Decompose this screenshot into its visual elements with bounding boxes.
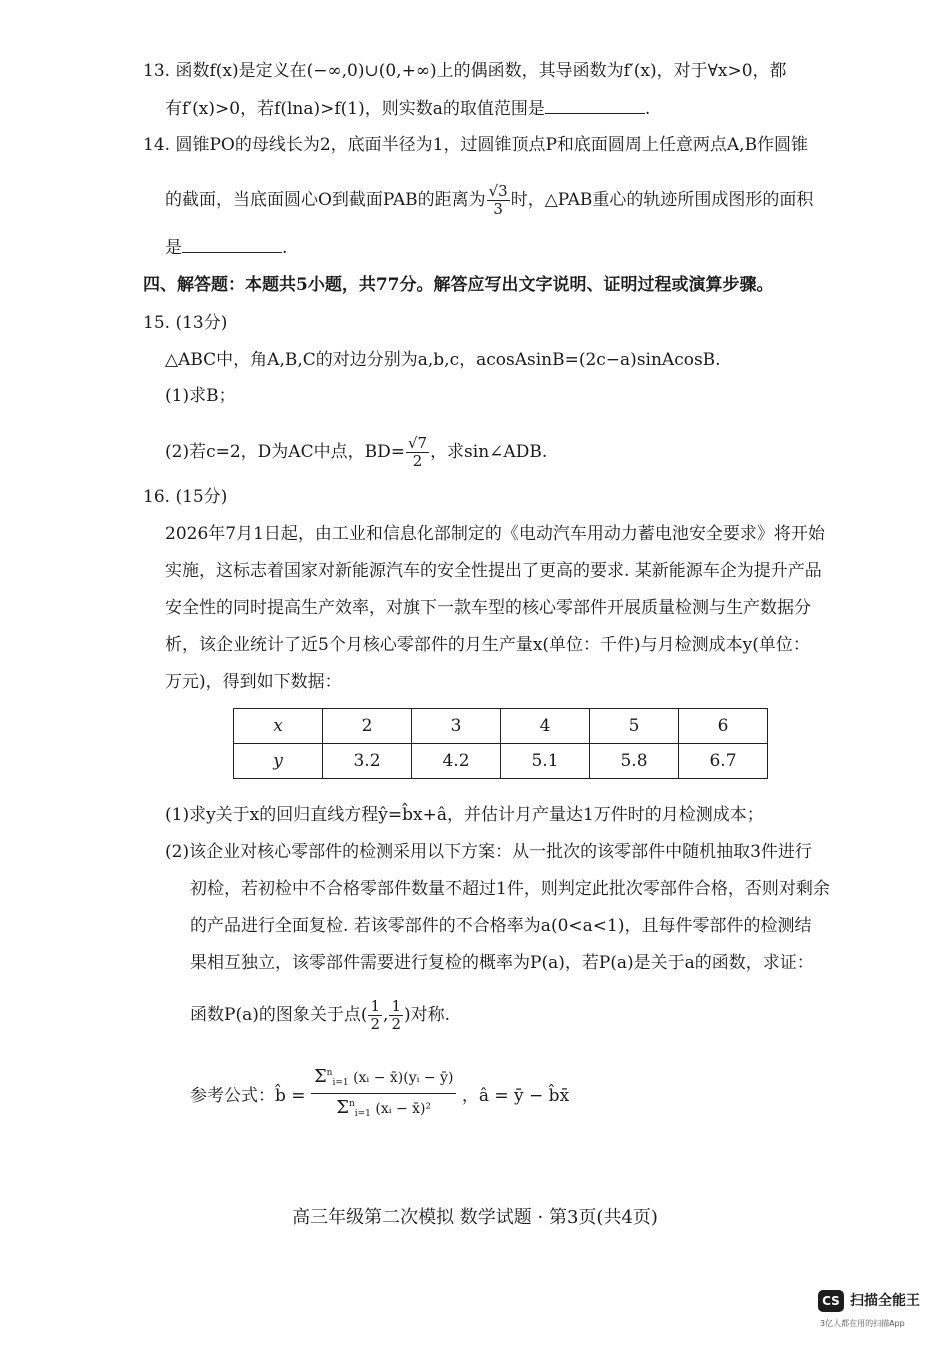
table-row (234, 709, 768, 744)
q15-fraction (406, 435, 429, 470)
q14-line2 (165, 183, 813, 218)
q16-part1: (1)求y关于x的回归直线方程ŷ=b̂x+â，并估计月产量达1万件时的月检测成本； (165, 805, 764, 825)
q16-frac2-num: 1 (391, 997, 401, 1015)
section-4-heading: 四、解答题：本题共5小题，共77分。解答应写出文字说明、证明过程或演算步骤。 (143, 275, 774, 295)
page-footer: 高三年级第二次模拟 数学试题 · 第3页(共4页) (292, 1207, 658, 1228)
q16-paragraph-line2: 实施，这标志着国家对新能源汽车的安全性提出了更高的要求. 某新能源车企为提升产品 (165, 561, 822, 581)
reference-formula (190, 1063, 569, 1124)
table-cell: 3.2 (323, 744, 412, 779)
q15-part1: (1)求B； (165, 386, 236, 406)
q16-paragraph-line5: 万元)，得到如下数据： (165, 672, 342, 692)
table-cell: 3 (412, 709, 501, 744)
table-cell: 6 (679, 709, 768, 744)
q14-line1: 14. 圆锥PO的母线长为2，底面半径为1，过圆锥顶点P和底面圆周上任意两点A,B作圆锥 (143, 135, 809, 155)
q13-answer-blank (545, 97, 645, 114)
table-cell: 5.8 (590, 744, 679, 779)
q16-frac-separator: , (383, 1005, 389, 1025)
q13-line2-text: 有f′(x)>0，若f(lna)>f(1)，则实数a的取值范围是 (165, 99, 545, 119)
q15-frac-den: 2 (412, 452, 423, 470)
q16-part2-line1: (2)该企业对核心零部件的检测采用以下方案：从一批次的该零部件中随机抽取3件进行 (165, 842, 812, 862)
q14-end: . (282, 238, 288, 258)
q16-paragraph-line4: 析，该企业统计了近5个月核心零部件的月生产量x(单位：千件)与月检测成本y(单位： (165, 635, 810, 655)
table-cell: 4.2 (412, 744, 501, 779)
formula-fraction (311, 1063, 457, 1124)
q16-part2-line2: 初检，若初检中不合格零部件数量不超过1件，则判定此批次零部件合格，否则对剩余 (190, 879, 830, 899)
q16-part2-line5a: 函数P(a)的图象关于点( (190, 1005, 368, 1025)
q13-line2 (165, 97, 650, 121)
q15-part2 (165, 435, 547, 470)
q16-part2-line5b: )对称. (403, 1005, 451, 1025)
table-cell: 5.1 (501, 744, 590, 779)
q15-part2b: ，求sin∠ADB. (430, 442, 548, 462)
q16-frac2-den: 2 (391, 1015, 401, 1033)
table-header-x: x (234, 709, 323, 744)
q13-end: . (644, 99, 651, 119)
q16-part2-line5 (190, 998, 450, 1033)
table-cell: 5 (590, 709, 679, 744)
table-cell: 2 (323, 709, 412, 744)
q16-part2-line3: 的产品进行全面复检. 若该零部件的不合格率为a(0<a<1)，且每件零部件的检测结 (190, 916, 812, 936)
table-header-y: y (234, 744, 323, 779)
q13-line1: 13. 函数f(x)是定义在(−∞,0)∪(0,+∞)上的偶函数，其导函数为f′(x)，对于∀x>0，都 (143, 61, 787, 81)
q14-fraction (487, 183, 510, 218)
formula-denominator-text: (xᵢ − x̄)² (375, 1101, 432, 1117)
q15-stem: △ABC中，角A,B,C的对边分别为a,b,c，acosAsinB=(2c−a)sinAcosB. (165, 350, 721, 370)
table-cell: 4 (501, 709, 590, 744)
formula-label: 参考公式：b̂ = (190, 1086, 306, 1106)
q14-line3-text: 是 (165, 238, 182, 258)
sum-symbol: Σ (336, 1097, 349, 1118)
q16-heading: 16. (15分) (143, 487, 228, 507)
sum-lower: i=1 (332, 1078, 349, 1088)
formula-tail: ，â = ȳ − b̂x̄ (461, 1086, 570, 1106)
q16-fraction-1 (368, 998, 382, 1033)
q15-heading: 15. (13分) (143, 313, 228, 333)
camscanner-tagline: 3亿人都在用的扫描App (820, 1319, 905, 1328)
table-row (234, 744, 768, 779)
q16-frac1-num: 1 (370, 997, 381, 1015)
q15-part2a: (2)若c=2，D为AC中点，BD= (165, 442, 405, 462)
sum-lower: i=1 (354, 1109, 371, 1119)
table-cell: 6.7 (679, 744, 768, 779)
sum-upper: n (348, 1099, 355, 1109)
q16-paragraph-line1: 2026年7月1日起，由工业和信息化部制定的《电动汽车用动力蓄电池安全要求》将开始 (165, 524, 825, 544)
q14-frac-num: √3 (488, 182, 508, 200)
q16-frac1-den: 2 (370, 1015, 381, 1033)
q16-fraction-2 (389, 998, 403, 1033)
q14-line3 (165, 236, 287, 260)
camscanner-name: 扫描全能王 (850, 1293, 920, 1309)
q15-frac-num: √7 (407, 434, 428, 452)
q16-part2-line4: 果相互独立，该零部件需要进行复检的概率为P(a)，若P(a)是关于a的函数，求证： (190, 953, 814, 973)
sum-symbol: Σ (313, 1066, 327, 1087)
formula-numerator (311, 1063, 457, 1094)
formula-numerator-text: (xᵢ − x̄)(yᵢ − ȳ) (353, 1070, 454, 1086)
q14-line2b: 时，△PAB重心的轨迹所围成图形的面积 (510, 190, 814, 210)
formula-denominator (311, 1094, 457, 1124)
q14-answer-blank (182, 236, 282, 253)
data-table (233, 708, 768, 779)
q14-frac-den: 3 (493, 200, 503, 218)
camscanner-logo: CS (818, 1290, 844, 1312)
q14-line2a: 的截面，当底面圆心O到截面PAB的距离为 (165, 190, 486, 210)
sum-upper: n (326, 1068, 333, 1078)
q16-paragraph-line3: 安全性的同时提高生产效率，对旗下一款车型的核心零部件开展质量检测与生产数据分 (165, 598, 811, 618)
